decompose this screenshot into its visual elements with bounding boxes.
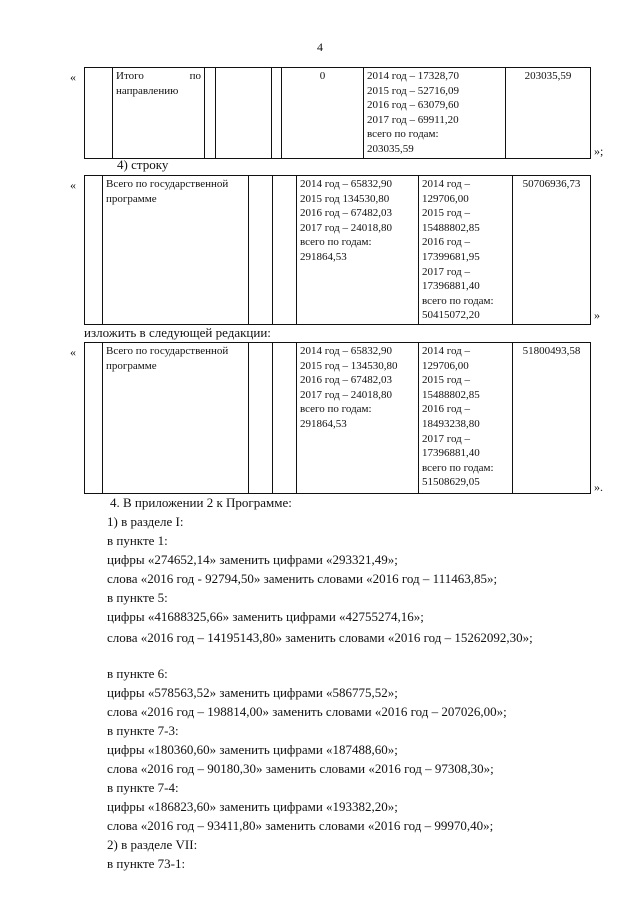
clause: в пункте 73-1: — [107, 856, 186, 871]
cell-empty — [85, 176, 103, 325]
cell-empty — [85, 68, 113, 159]
amendment: цифры «180360,60» заменить цифрами «187488,60»; — [107, 742, 398, 757]
cell-total: 51800493,58 — [513, 343, 591, 494]
table-total-direction — [84, 67, 591, 159]
clause: в пункте 1: — [107, 533, 168, 548]
section-heading: 4. В приложении 2 к Программе: — [110, 495, 292, 510]
clause: в пункте 5: — [107, 590, 168, 605]
quote-open: « — [70, 178, 76, 192]
page-number: 4 — [317, 40, 323, 54]
amendment: слова «2016 год – 14195143,80» заменить словами «2016 год – 15262092,30»; — [107, 630, 533, 645]
cell-total: 50706936,73 — [513, 176, 591, 325]
clause: в пункте 6: — [107, 666, 168, 681]
row-label: Всего по государственной программе — [103, 343, 249, 494]
row-label: Всего по государственной программе — [103, 176, 249, 325]
cell-empty — [273, 176, 297, 325]
clause: в пункте 7-3: — [107, 723, 179, 738]
cell-empty — [249, 343, 273, 494]
cell-years-b: 2014 год – 129706,00 2015 год – 15488802,85 2016 год – 18493238,80 2017 год – 17396881,40 всего по годам: 51508629,05 — [419, 343, 513, 494]
amendment: слова «2016 год - 92794,50» заменить словами «2016 год – 111463,85»; — [107, 571, 498, 586]
quote-open: « — [70, 70, 76, 84]
amendment: цифры «186823,60» заменить цифрами «193382,20»; — [107, 799, 398, 814]
amendment: слова «2016 год – 90180,30» заменить словами «2016 год – 97308,30»; — [107, 761, 494, 776]
amendment: слова «2016 год – 198814,00» заменить словами «2016 год – 207026,00»; — [107, 704, 507, 719]
amendment: цифры «41688325,66» заменить цифрами «42755274,16»; — [107, 609, 424, 624]
cell-empty — [205, 68, 216, 159]
amendment: цифры «274652,14» заменить цифрами «293321,49»; — [107, 552, 398, 567]
cell-empty — [272, 68, 282, 159]
heading-row: 4) строку — [117, 157, 169, 172]
clause: в пункте 7-4: — [107, 780, 179, 795]
cell-years-a: 2014 год – 65832,90 2015 год – 134530,80 2016 год – 67482,03 2017 год – 24018,80 всего по годам: 291864,53 — [297, 343, 419, 494]
cell-years-a: 2014 год – 65832,90 2015 год 134530,80 2016 год – 67482,03 2017 год – 24018,80 всего по годам: 291864,53 — [297, 176, 419, 325]
cell-empty — [85, 343, 103, 494]
cell-years-b: 2014 год – 129706,00 2015 год – 15488802,85 2016 год – 17399681,95 2017 год – 17396881,40 всего по годам: 50415072,20 — [419, 176, 513, 325]
cell-zero: 0 — [282, 68, 364, 159]
cell-empty — [216, 68, 272, 159]
cell-total: 203035,59 — [506, 68, 591, 159]
quote-open: « — [70, 345, 76, 359]
row-label: Итого по направлению — [113, 68, 205, 159]
heading-edit: изложить в следующей редакции: — [84, 325, 271, 340]
quote-close: ». — [594, 480, 603, 494]
quote-close: »; — [594, 144, 604, 158]
amendment: слова «2016 год – 93411,80» заменить словами «2016 год – 99970,40»; — [107, 818, 494, 833]
subsection: 1) в разделе I: — [107, 514, 184, 529]
cell-years: 2014 год – 17328,70 2015 год – 52716,09 2016 год – 63079,60 2017 год – 69911,20 всего по годам: 203035,59 — [364, 68, 506, 159]
table-state-program-new — [84, 342, 591, 494]
cell-empty — [249, 176, 273, 325]
cell-empty — [273, 343, 297, 494]
quote-close: » — [594, 308, 600, 322]
table-state-program-old — [84, 175, 591, 325]
amendment: цифры «578563,52» заменить цифрами «586775,52»; — [107, 685, 398, 700]
subsection: 2) в разделе VII: — [107, 837, 198, 852]
